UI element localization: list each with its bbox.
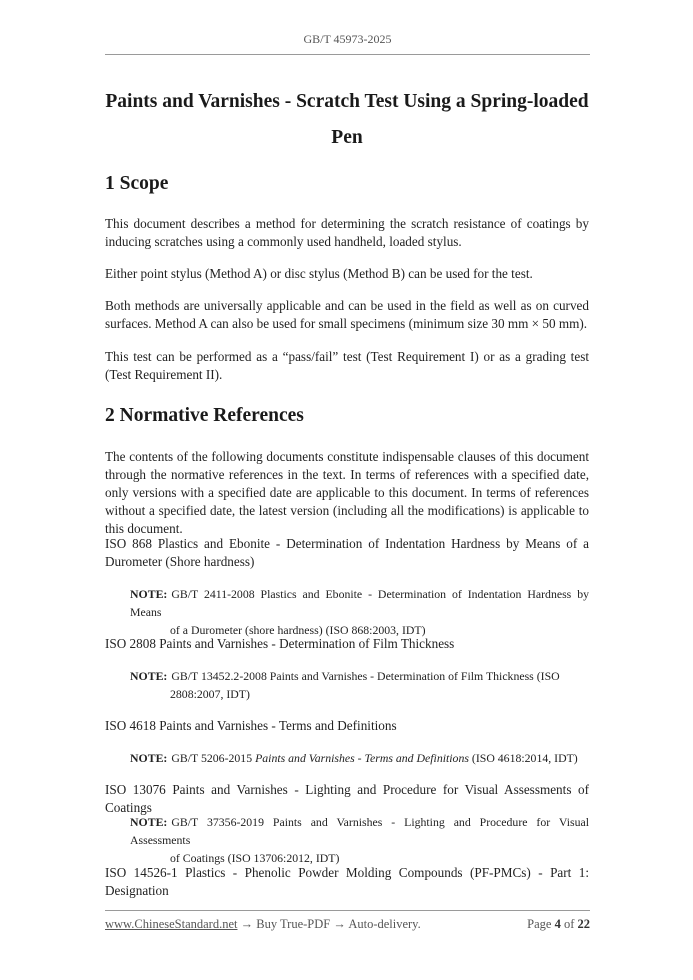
footer-divider	[105, 910, 590, 911]
note-text: GB/T 13452.2-2008 Paints and Varnishes - Determination of Film Thickness (ISO	[171, 669, 560, 683]
section-2-heading: 2 Normative References	[105, 405, 304, 426]
header-divider	[105, 54, 590, 55]
note-text-continued: 2808:2007, IDT)	[170, 687, 250, 701]
reference-iso-2808: ISO 2808 Paints and Varnishes - Determination of Film Thickness	[105, 636, 455, 651]
note-text: GB/T 5206-2015	[171, 751, 256, 765]
reference-note-iso-868	[130, 585, 589, 639]
note-text-continued: of a Durometer (shore hardness) (ISO 868:2003, IDT)	[170, 623, 426, 637]
scope-paragraph-1: This document describes a method for determining the scratch resistance of coatings by inducing scratches using a commonly used handheld, loaded stylus.	[105, 216, 589, 249]
note-text: GB/T 2411-2008 Plastics and Ebonite - Determination of Indentation Hardness by Means	[130, 587, 589, 619]
website-link[interactable]: www.ChineseStandard.net	[105, 917, 238, 931]
footer	[105, 917, 590, 932]
footer-links	[105, 917, 421, 932]
header-doc-code: GB/T 45973-2025	[303, 32, 392, 46]
reference-iso-13076: ISO 13076 Paints and Varnishes - Lighting and Procedure for Visual Assessments of Coatings	[105, 782, 589, 815]
note-text-suffix: (ISO 4618:2014, IDT)	[468, 751, 578, 765]
reference-iso-868: ISO 868 Plastics and Ebonite - Determination of Indentation Hardness by Means of a Durometer (Shore hardness)	[105, 536, 589, 569]
note-text: GB/T 37356-2019 Paints and Varnishes - Lighting and Procedure for Visual Assessments	[130, 815, 589, 847]
page-number: Page 4 of 22	[527, 917, 590, 931]
arrow-icon: →	[240, 917, 254, 931]
note-label: NOTE:	[130, 751, 168, 765]
note-italic-title: Paints and Varnishes - Terms and Definitions	[255, 751, 469, 765]
note-label: NOTE:	[130, 815, 168, 829]
auto-delivery-text: Auto-delivery.	[348, 917, 421, 931]
section-1-heading: 1 Scope	[105, 173, 169, 194]
buy-pdf-text: Buy True-PDF	[256, 917, 331, 931]
total-pages: 22	[577, 917, 590, 931]
title-line-2: Pen	[331, 127, 363, 148]
reference-note-iso-4618	[130, 749, 589, 767]
title-line-1: Paints and Varnishes - Scratch Test Using a Spring-loaded	[105, 91, 589, 112]
references-intro: The contents of the following documents constitute indispensable clauses of this document through the normative references in the text. In terms of references with a specified date, only versions with a specified date are applicable to this document. In terms of references without a specified date, the latest version (including all the modifications) is applicable to this document.	[105, 449, 589, 536]
reference-note-iso-13076	[130, 813, 589, 867]
scope-paragraph-3: Both methods are universally applicable and can be used in the field as well as on curved surfaces. Method A can also be used for small specimens (minimum size 30 mm × 50 mm).	[105, 298, 589, 331]
note-label: NOTE:	[130, 669, 168, 683]
current-page: 4	[554, 917, 561, 931]
note-label: NOTE:	[130, 587, 168, 601]
arrow-icon: →	[333, 917, 346, 931]
scope-paragraph-4: This test can be performed as a “pass/fail” test (Test Requirement I) or as a grading test (Test Requirement II).	[105, 349, 589, 382]
document-title	[100, 84, 594, 156]
reference-iso-4618: ISO 4618 Paints and Varnishes - Terms and Definitions	[105, 718, 397, 733]
note-text-continued: of Coatings (ISO 13706:2012, IDT)	[170, 851, 340, 865]
reference-iso-14526-1: ISO 14526-1 Plastics - Phenolic Powder Molding Compounds (PF-PMCs) - Part 1: Designation	[105, 865, 589, 898]
scope-paragraph-2: Either point stylus (Method A) or disc stylus (Method B) can be used for the test.	[105, 266, 533, 281]
reference-note-iso-2808	[130, 667, 589, 703]
